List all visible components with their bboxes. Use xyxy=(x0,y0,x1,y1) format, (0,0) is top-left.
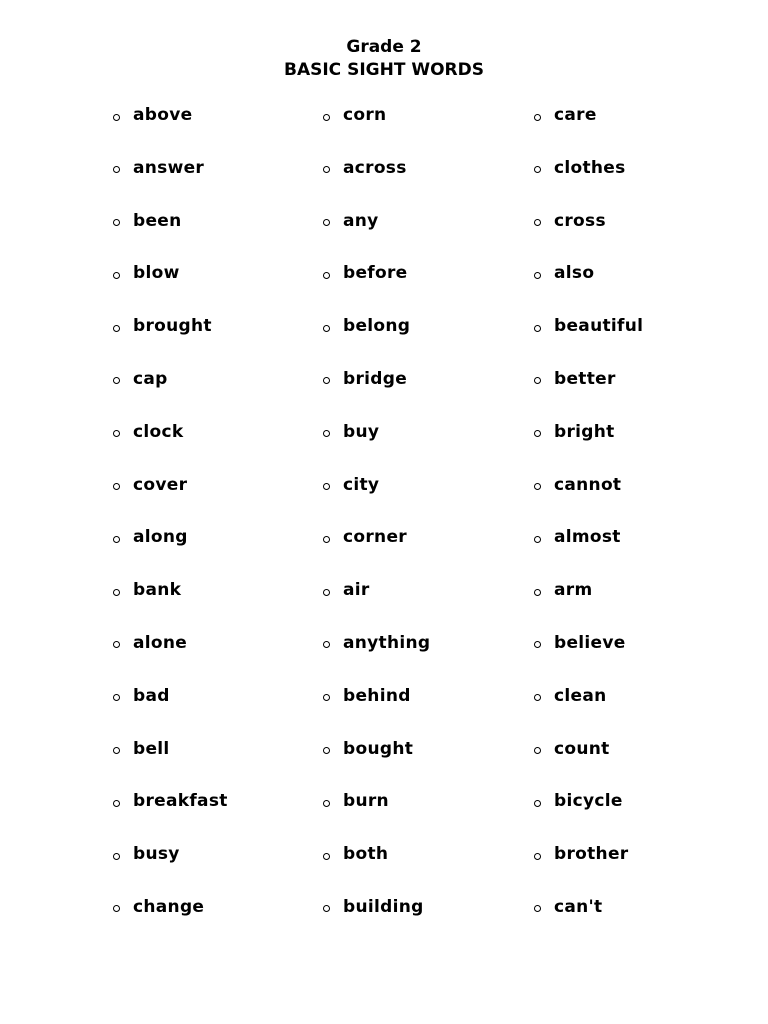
list-item xyxy=(323,786,389,816)
circle-bullet-icon xyxy=(534,219,541,226)
sight-word: corn xyxy=(343,105,387,125)
circle-bullet-icon xyxy=(323,747,330,754)
list-item xyxy=(534,892,602,922)
sight-word: bright xyxy=(554,421,615,442)
circle-bullet-icon xyxy=(323,694,330,701)
sight-word: clean xyxy=(554,685,607,706)
sight-word: bell xyxy=(133,738,170,759)
circle-bullet-icon xyxy=(113,114,120,121)
list-item xyxy=(534,786,623,816)
word-row xyxy=(0,734,768,787)
list-item xyxy=(113,364,168,394)
list-item xyxy=(113,575,181,605)
circle-bullet-icon xyxy=(534,694,541,701)
word-row xyxy=(0,839,768,892)
circle-bullet-icon xyxy=(323,430,330,437)
circle-bullet-icon xyxy=(323,483,330,490)
sight-word: change xyxy=(133,896,205,917)
circle-bullet-icon xyxy=(113,800,120,807)
list-item xyxy=(323,628,430,658)
circle-bullet-icon xyxy=(323,219,330,226)
sight-word-list xyxy=(0,100,768,945)
circle-bullet-icon xyxy=(113,483,120,490)
list-item xyxy=(534,734,610,764)
circle-bullet-icon xyxy=(534,377,541,384)
sight-word: bought xyxy=(343,738,414,759)
word-row xyxy=(0,311,768,364)
word-row xyxy=(0,681,768,734)
list-item xyxy=(323,470,379,500)
sight-word: brought xyxy=(133,316,212,337)
circle-bullet-icon xyxy=(323,905,330,912)
circle-bullet-icon xyxy=(534,536,541,543)
list-item xyxy=(534,470,621,500)
word-row xyxy=(0,522,768,575)
sight-word: bank xyxy=(133,580,182,601)
sight-word: city xyxy=(343,474,380,495)
list-item xyxy=(113,206,182,236)
circle-bullet-icon xyxy=(534,114,541,121)
list-item xyxy=(113,734,170,764)
list-item xyxy=(323,206,379,236)
sight-word: any xyxy=(343,210,379,231)
sight-word: breakfast xyxy=(133,791,228,812)
sight-word: corner xyxy=(343,527,407,548)
sight-word: answer xyxy=(133,157,205,178)
sight-word: buy xyxy=(343,421,380,442)
circle-bullet-icon xyxy=(113,219,120,226)
circle-bullet-icon xyxy=(323,114,330,121)
circle-bullet-icon xyxy=(534,905,541,912)
list-item xyxy=(534,153,626,183)
list-item xyxy=(113,417,183,447)
circle-bullet-icon xyxy=(534,430,541,437)
sight-word: anything xyxy=(343,632,431,653)
list-item xyxy=(534,839,628,869)
sight-word: above xyxy=(133,105,193,125)
circle-bullet-icon xyxy=(534,325,541,332)
word-row xyxy=(0,153,768,206)
sight-word: alone xyxy=(133,632,188,653)
sight-word: been xyxy=(133,210,182,231)
circle-bullet-icon xyxy=(113,536,120,543)
list-item xyxy=(113,786,228,816)
word-row xyxy=(0,100,768,153)
sight-word: also xyxy=(554,263,595,284)
list-item xyxy=(534,258,594,288)
circle-bullet-icon xyxy=(534,747,541,754)
list-item xyxy=(323,839,388,869)
list-item xyxy=(534,628,626,658)
list-item xyxy=(113,100,192,130)
circle-bullet-icon xyxy=(323,641,330,648)
sight-word: cannot xyxy=(554,474,622,495)
circle-bullet-icon xyxy=(113,747,120,754)
sight-word: building xyxy=(343,896,424,917)
circle-bullet-icon xyxy=(113,166,120,173)
list-item xyxy=(113,522,188,552)
circle-bullet-icon xyxy=(113,641,120,648)
list-item xyxy=(534,100,597,130)
sight-word: can't xyxy=(554,896,603,917)
sight-word: believe xyxy=(554,632,626,653)
list-item xyxy=(113,311,212,341)
circle-bullet-icon xyxy=(113,853,120,860)
list-item xyxy=(113,681,170,711)
sight-word: behind xyxy=(343,685,411,706)
sight-word: count xyxy=(554,738,610,759)
circle-bullet-icon xyxy=(323,800,330,807)
circle-bullet-icon xyxy=(534,641,541,648)
circle-bullet-icon xyxy=(113,430,120,437)
grade-label: Grade 2 xyxy=(346,37,422,57)
list-item xyxy=(534,417,615,447)
circle-bullet-icon xyxy=(534,589,541,596)
list-item xyxy=(323,100,386,130)
sight-word: bicycle xyxy=(554,791,623,812)
list-item xyxy=(113,839,180,869)
sight-word: care xyxy=(554,105,597,125)
circle-bullet-icon xyxy=(534,483,541,490)
sight-word: clock xyxy=(133,421,184,442)
circle-bullet-icon xyxy=(113,589,120,596)
list-item xyxy=(534,681,607,711)
sight-word: arm xyxy=(554,580,593,601)
sight-word: belong xyxy=(343,316,411,337)
circle-bullet-icon xyxy=(323,536,330,543)
word-row xyxy=(0,258,768,311)
sight-word: almost xyxy=(554,527,621,548)
sight-word: air xyxy=(343,580,370,601)
word-row xyxy=(0,575,768,628)
sight-word: cap xyxy=(133,368,168,389)
word-row xyxy=(0,417,768,470)
word-row xyxy=(0,628,768,681)
list-item xyxy=(323,575,370,605)
list-item xyxy=(113,470,187,500)
list-item xyxy=(534,575,592,605)
sight-word: blow xyxy=(133,263,180,284)
list-item xyxy=(534,206,606,236)
list-item xyxy=(534,364,616,394)
sight-word: both xyxy=(343,844,389,865)
circle-bullet-icon xyxy=(113,377,120,384)
sight-word: cross xyxy=(554,210,606,231)
list-item xyxy=(113,892,204,922)
list-item xyxy=(323,311,410,341)
list-item xyxy=(323,734,413,764)
list-item xyxy=(323,153,407,183)
circle-bullet-icon xyxy=(534,800,541,807)
list-item xyxy=(323,258,408,288)
list-item xyxy=(323,681,411,711)
circle-bullet-icon xyxy=(323,166,330,173)
list-item xyxy=(113,258,180,288)
circle-bullet-icon xyxy=(113,694,120,701)
circle-bullet-icon xyxy=(323,589,330,596)
sight-word: cover xyxy=(133,474,188,495)
list-item xyxy=(113,153,204,183)
circle-bullet-icon xyxy=(323,377,330,384)
word-row xyxy=(0,206,768,259)
word-row xyxy=(0,786,768,839)
list-item xyxy=(534,522,621,552)
circle-bullet-icon xyxy=(323,853,330,860)
sight-word: beautiful xyxy=(554,316,644,337)
sight-word: bad xyxy=(133,685,170,706)
list-item xyxy=(113,628,187,658)
sight-word: brother xyxy=(554,844,629,865)
sight-word: before xyxy=(343,263,408,284)
word-row xyxy=(0,364,768,417)
circle-bullet-icon xyxy=(323,325,330,332)
word-row xyxy=(0,892,768,945)
sight-word: along xyxy=(133,527,188,548)
sight-word: burn xyxy=(343,791,389,812)
sight-word: across xyxy=(343,157,407,178)
circle-bullet-icon xyxy=(323,272,330,279)
sight-word: bridge xyxy=(343,368,408,389)
list-item xyxy=(534,311,643,341)
list-item xyxy=(323,522,407,552)
word-row xyxy=(0,470,768,523)
circle-bullet-icon xyxy=(534,853,541,860)
circle-bullet-icon xyxy=(534,272,541,279)
circle-bullet-icon xyxy=(113,272,120,279)
circle-bullet-icon xyxy=(113,905,120,912)
sight-word: better xyxy=(554,368,616,389)
page-title: BASIC SIGHT WORDS xyxy=(284,60,484,80)
list-item xyxy=(323,892,424,922)
sight-word: clothes xyxy=(554,157,626,178)
list-item xyxy=(323,417,379,447)
page-header xyxy=(0,36,768,82)
circle-bullet-icon xyxy=(534,166,541,173)
circle-bullet-icon xyxy=(113,325,120,332)
sight-word: busy xyxy=(133,844,180,865)
list-item xyxy=(323,364,407,394)
